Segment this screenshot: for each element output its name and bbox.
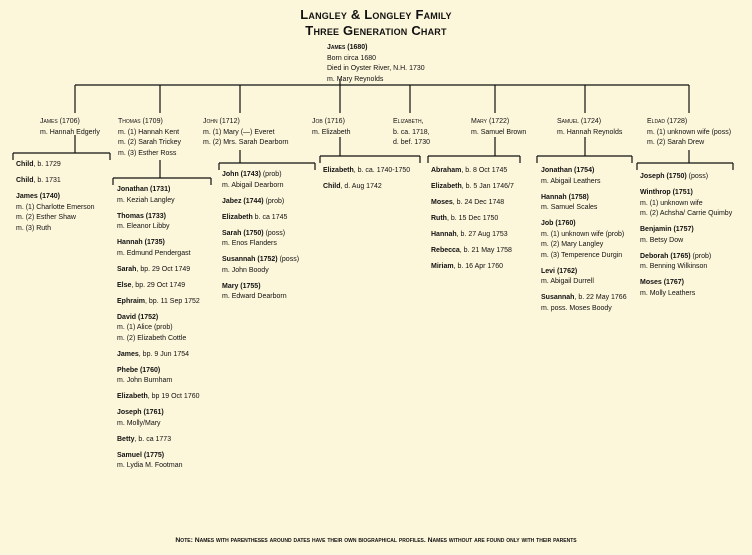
child-line [541, 166, 627, 177]
child-line [323, 182, 410, 193]
child-entry [640, 225, 732, 246]
child-name: Phebe (1760) [117, 366, 161, 374]
child-entry [323, 182, 410, 193]
parent-detail: m. Elizabeth [312, 128, 351, 136]
parent-entry [118, 117, 181, 159]
child-entry [431, 182, 514, 193]
parent-entry [557, 117, 622, 138]
child-name: Elizabeth [117, 393, 148, 400]
child-line [16, 176, 95, 187]
child-name: Elizabeth [222, 213, 253, 221]
child-name: Moses [431, 199, 453, 206]
child-entry [117, 238, 200, 259]
parent-detail: m. (1) Mary (—) Everet [203, 128, 275, 136]
parent-name: Thomas (1709) [118, 118, 163, 125]
child-line [117, 313, 200, 324]
parent-detail: m. Hannah Reynolds [557, 128, 623, 136]
child-name: Susannah [541, 294, 575, 301]
parent-name: Mary (1722) [471, 118, 510, 125]
child-line [117, 238, 200, 249]
child-line [117, 366, 200, 377]
child-name: James [117, 350, 139, 358]
child-line [117, 350, 200, 361]
root-ancestor [327, 43, 425, 85]
parent-detail: m. (2) Sarah Trickey [118, 139, 182, 146]
child-name: Benjamin (1757) [640, 226, 694, 233]
child-spouse: m. (2) Esther Shaw [16, 214, 76, 221]
child-entry [431, 198, 514, 209]
child-name: Jabez (1744) [222, 197, 264, 205]
children-group [640, 172, 732, 299]
child-entry [117, 408, 200, 429]
child-detail: , bp. 11 Sep 1752 [145, 297, 200, 305]
child-line [222, 213, 299, 224]
child-spouse: m. Abigail Durrell [541, 278, 594, 285]
child-entry [431, 214, 514, 225]
child-entry [640, 188, 732, 220]
root-born: Born circa 1680 [327, 54, 377, 62]
child-line [117, 212, 200, 223]
child-detail: , bp 19 Oct 1760 [147, 393, 200, 400]
child-name: Hannah (1758) [541, 193, 589, 201]
child-name: Sarah (1750) [222, 229, 264, 237]
child-name: Mary (1755) [222, 282, 261, 290]
child-name: Winthrop (1751) [640, 189, 693, 196]
child-line [541, 219, 627, 230]
child-detail: , b. 5 Jan 1746/7 [461, 183, 514, 190]
child-spouse: m. (2) Achsha/ Carrie Quimby [640, 210, 733, 217]
child-entry [117, 392, 200, 403]
child-line [16, 192, 95, 203]
child-entry [640, 172, 732, 183]
parent-detail: d. bef. 1730 [393, 139, 430, 146]
child-line [117, 392, 200, 403]
child-entry [117, 435, 200, 446]
child-detail: , b. ca 1773 [134, 435, 172, 443]
child-detail: (poss) [686, 173, 709, 180]
child-name: Joseph (1761) [117, 409, 164, 416]
child-spouse: m. (1) unknown wife (prob) [541, 230, 625, 238]
child-detail: , bp. 29 Oct 1749 [131, 281, 186, 289]
parent-entry [471, 117, 526, 138]
child-line [431, 182, 514, 193]
child-name: Sarah [117, 265, 137, 273]
child-detail: , b. 22 May 1766 [574, 294, 627, 301]
child-spouse: m. (3) Temperence Durgin [541, 251, 623, 259]
child-spouse: m. Lydia M. Footman [117, 462, 183, 469]
child-spouse: m. (2) Mary Langley [541, 241, 604, 248]
child-spouse: m. Edmund Pendergast [117, 249, 191, 257]
child-line [222, 255, 299, 266]
child-line [640, 252, 732, 263]
children-group [222, 170, 299, 303]
child-name: Else [117, 281, 132, 289]
child-entry [222, 213, 299, 224]
child-name: David (1752) [117, 313, 159, 321]
child-name: Child [323, 183, 341, 190]
parent-detail: m. (1) Hannah Kent [118, 128, 180, 136]
child-detail: (poss) [277, 256, 300, 263]
child-line [431, 214, 514, 225]
child-detail: , b. 24 Dec 1748 [452, 199, 505, 206]
child-spouse: m. (1) Alice (prob) [117, 324, 173, 331]
child-line [323, 166, 410, 177]
child-entry [431, 246, 514, 257]
child-detail: , bp. 9 Jun 1754 [138, 350, 190, 358]
child-entry [222, 170, 299, 191]
child-spouse: m. John Burnham [117, 377, 173, 384]
parent-name: James (1706) [40, 118, 80, 125]
child-entry [117, 265, 200, 276]
child-name: Jonathan (1754) [541, 167, 595, 174]
child-spouse: m. Abigail Leathers [541, 177, 601, 185]
child-spouse: m. Edward Dearborn [222, 293, 287, 300]
parent-detail: m. Hannah Edgerly [40, 128, 100, 136]
parent-detail: b. ca. 1718, [393, 128, 430, 136]
root-name: James (1680) [327, 44, 368, 51]
child-detail: , d. Aug 1742 [340, 183, 382, 190]
child-name: Rebecca [431, 247, 460, 254]
parent-entry [393, 117, 430, 149]
child-entry [16, 192, 95, 234]
child-spouse: m. (2) Elizabeth Cottle [117, 334, 187, 342]
child-name: Samuel (1775) [117, 451, 165, 459]
parent-name: Job (1716) [312, 118, 345, 125]
child-name: James (1740) [16, 193, 60, 200]
children-group [431, 166, 514, 273]
child-detail: , b. 1731 [33, 177, 61, 184]
child-entry [431, 262, 514, 273]
child-line [640, 188, 732, 199]
child-detail: (prob) [263, 197, 285, 205]
child-detail: b. ca 1745 [252, 213, 288, 221]
child-line [222, 229, 299, 240]
child-spouse: m. Benning Wilkinson [640, 263, 708, 270]
footnote: Note: Names with parentheses around dates have their own biographical profiles. Names without are found only with their parents [175, 537, 577, 544]
child-detail: (prob) [690, 252, 712, 260]
child-spouse: m. Betsy Dow [640, 236, 684, 244]
child-name: Betty [117, 435, 135, 443]
parent-detail: m. (2) Mrs. Sarah Dearborn [203, 139, 289, 146]
child-spouse: m. Keziah Langley [117, 196, 175, 204]
child-line [640, 278, 732, 289]
child-line [117, 265, 200, 276]
parent-name: Eldad (1728) [647, 118, 688, 125]
child-name: Hannah (1735) [117, 239, 165, 246]
child-line [640, 225, 732, 236]
children-group [323, 166, 410, 193]
parent-entry [40, 117, 100, 138]
child-name: Levi (1762) [541, 267, 578, 275]
child-entry [16, 160, 95, 171]
child-line [117, 281, 200, 292]
child-name: Jonathan (1731) [117, 186, 171, 193]
child-detail: , b. 1729 [33, 161, 61, 168]
child-entry [222, 282, 299, 303]
parent-name: Samuel (1724) [557, 118, 602, 125]
child-spouse: m. Abigail Dearborn [222, 181, 284, 189]
child-entry [222, 255, 299, 276]
child-name: Elizabeth [431, 183, 462, 190]
child-spouse: m. (1) unknown wife [640, 199, 703, 207]
child-spouse: m. Molly Leathers [640, 289, 696, 297]
child-line [431, 230, 514, 241]
root-died: Died in Oyster River, N.H. 1730 [327, 65, 425, 72]
chart-subtitle: Three Generation Chart [305, 23, 447, 38]
parent-detail: m. Samuel Brown [471, 128, 527, 136]
child-entry [541, 267, 627, 288]
child-detail: , b. ca. 1740-1750 [353, 167, 411, 174]
child-name: Hannah [431, 231, 457, 238]
child-spouse: m. Molly/Mary [117, 419, 161, 427]
child-line [222, 170, 299, 181]
chart-title: Langley & Longley Family [300, 7, 452, 22]
child-line [541, 293, 627, 304]
child-spouse: m. John Boody [222, 266, 269, 274]
children-group [117, 185, 200, 472]
child-line [16, 160, 95, 171]
child-detail: , bp. 29 Oct 1749 [136, 265, 191, 273]
parent-detail: m. (1) unknown wife (poss) [647, 128, 732, 136]
children-group [541, 166, 627, 314]
child-line [117, 297, 200, 308]
child-line [117, 435, 200, 446]
child-entry [16, 176, 95, 187]
child-name: Elizabeth [323, 167, 354, 174]
child-spouse: m. Samuel Scales [541, 204, 598, 211]
child-line [117, 185, 200, 196]
child-entry [541, 293, 627, 314]
child-name: Susannah (1752) [222, 256, 278, 263]
child-line [431, 198, 514, 209]
child-detail: , b. 27 Aug 1753 [456, 231, 508, 238]
child-entry [323, 166, 410, 177]
child-line [222, 197, 299, 208]
child-spouse: m. poss. Moses Boody [541, 304, 612, 312]
child-name: Deborah (1765) [640, 252, 691, 260]
child-line [431, 262, 514, 273]
child-detail: (prob) [260, 171, 282, 178]
children-group [16, 160, 95, 234]
parent-entry [203, 117, 289, 149]
child-entry [117, 313, 200, 345]
child-line [541, 267, 627, 278]
child-detail: (poss) [263, 229, 286, 237]
child-detail: , b. 21 May 1758 [459, 247, 512, 254]
child-entry [640, 252, 732, 273]
child-name: Miriam [431, 263, 454, 270]
child-entry [117, 297, 200, 308]
child-spouse: m. Enos Flanders [222, 240, 277, 247]
child-line [640, 172, 732, 183]
child-name: Child [16, 161, 34, 168]
child-detail: , b. 16 Apr 1760 [453, 263, 503, 270]
parent-name: Elizabeth, [393, 118, 424, 125]
child-spouse: m. (1) Charlotte Emerson [16, 203, 95, 211]
child-name: Child [16, 177, 34, 184]
child-name: Ruth [431, 215, 447, 222]
child-entry [541, 166, 627, 187]
child-entry [117, 451, 200, 472]
child-name: Ephraim [117, 297, 146, 305]
child-entry [541, 219, 627, 261]
child-entry [117, 366, 200, 387]
parent-entry [647, 117, 731, 149]
child-spouse: m. Eleanor Libby [117, 223, 170, 230]
child-name: John (1743) [222, 171, 261, 178]
child-name: Moses (1767) [640, 279, 684, 286]
parent-detail: m. (3) Esther Ross [118, 149, 177, 157]
child-name: Joseph (1750) [640, 173, 687, 180]
child-line [431, 166, 514, 177]
child-entry [640, 278, 732, 299]
child-entry [117, 281, 200, 292]
child-entry [431, 230, 514, 241]
child-spouse: m. (3) Ruth [16, 224, 52, 232]
child-name: Job (1760) [541, 220, 576, 227]
child-line [541, 193, 627, 204]
parent-entry [312, 117, 351, 138]
child-entry [541, 193, 627, 214]
child-line [222, 282, 299, 293]
child-entry [117, 212, 200, 233]
parent-detail: m. (2) Sarah Drew [647, 139, 705, 146]
parent-name: John (1712) [203, 118, 240, 125]
child-detail: , b. 15 Dec 1750 [446, 215, 499, 222]
child-name: Abraham [431, 167, 462, 174]
child-entry [117, 185, 200, 206]
child-line [117, 451, 200, 462]
child-name: Thomas (1733) [117, 212, 167, 220]
child-entry [117, 350, 200, 361]
child-line [117, 408, 200, 419]
child-detail: , b. 8 Oct 1745 [461, 167, 508, 174]
child-entry [222, 197, 299, 208]
child-line [431, 246, 514, 257]
child-entry [222, 229, 299, 250]
child-entry [431, 166, 514, 177]
root-spouse: m. Mary Reynolds [327, 75, 384, 83]
